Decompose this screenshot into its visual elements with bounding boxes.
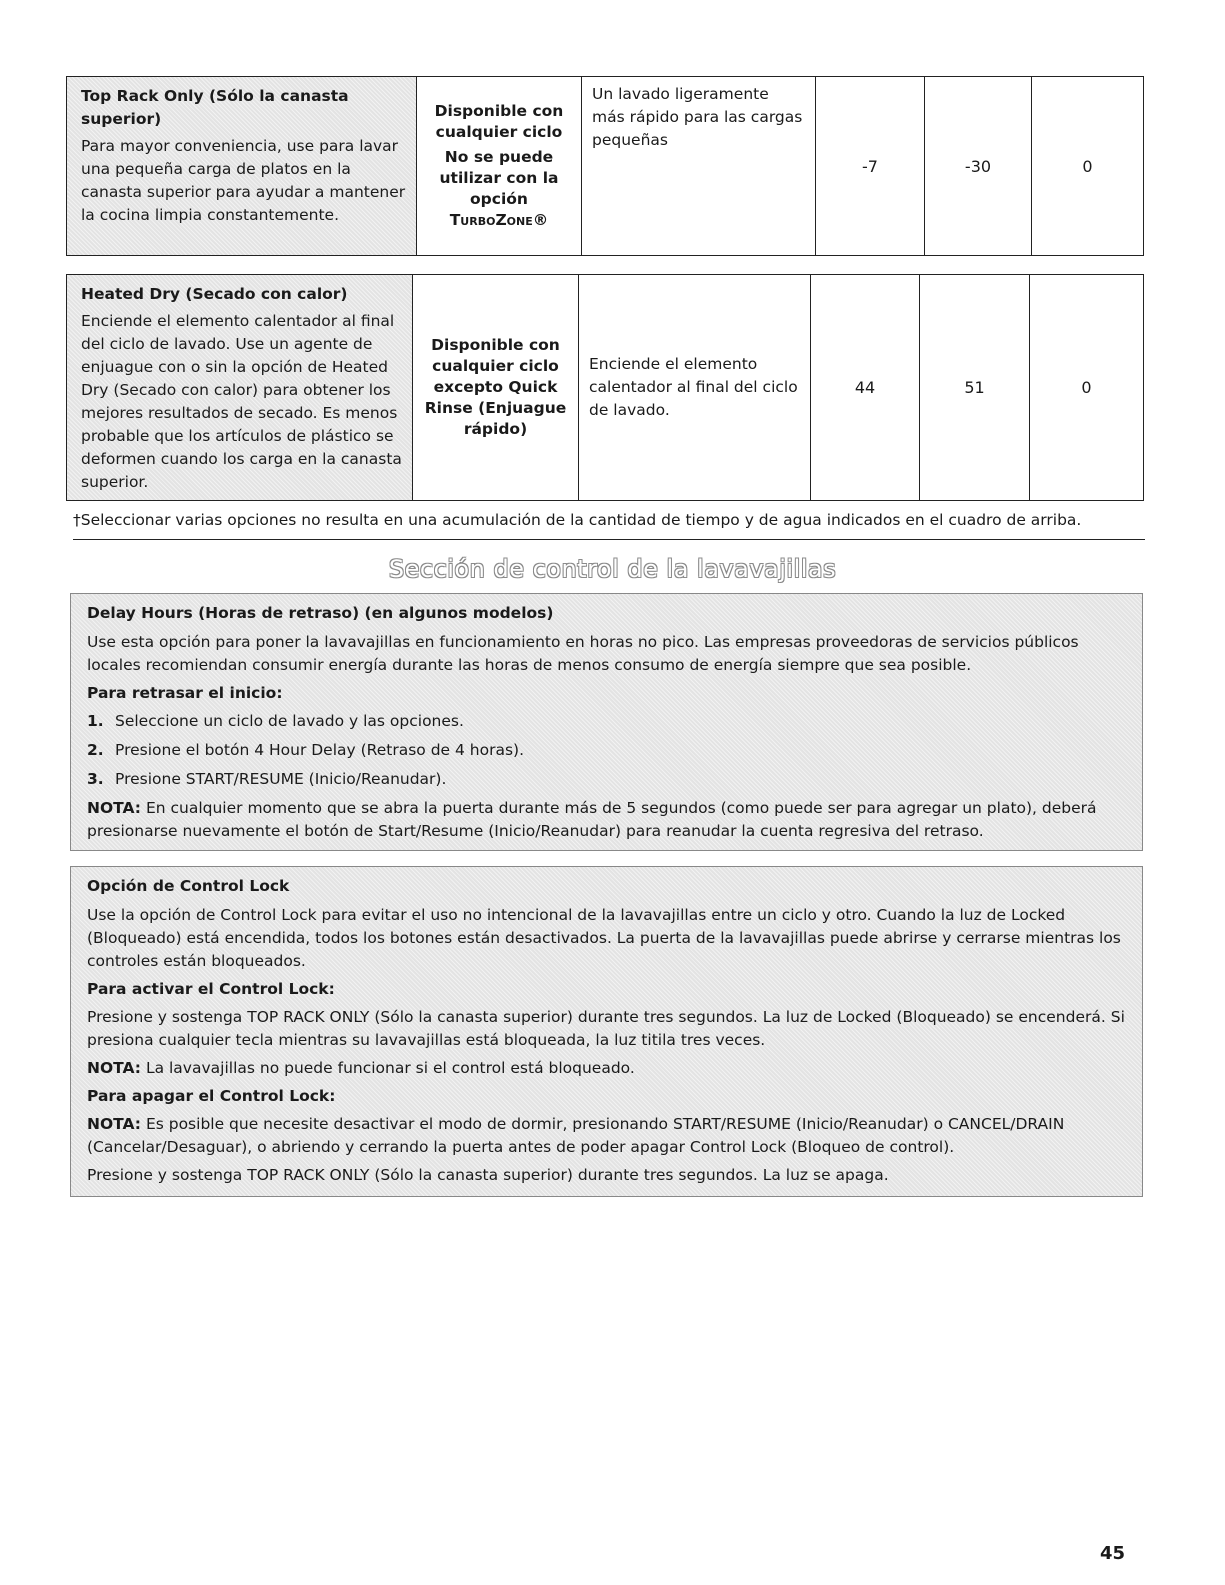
- note-2-text: Es posible que necesite desactivar el modo de dormir, presionando START/RESUME (Inicio/Reanudar) o CANCEL/DRAIN (Cancelar/Desaguar), o abriendo y cerrando la puerta antes de poder apagar Control Lock (Bloqueo de control).: [87, 1115, 1065, 1156]
- top-rack-only-avail-1: Disponible con cualquier ciclo: [434, 102, 564, 141]
- top-rack-only-energy: 0: [1032, 77, 1144, 256]
- top-rack-only-water: -30: [925, 77, 1032, 256]
- heated-dry-body: Enciende el elemento calentador al final del ciclo de lavado. Use un agente de enjuague con o sin la opción de Heated Dry (Secado con calor) para obtener los mejores resultados de secado. Es menos probable que los artículos de plástico se deformen cuando los carga en la canasta superior.: [81, 312, 402, 491]
- control-lock-note-2: [87, 1113, 1126, 1159]
- heated-dry-time: 44: [811, 275, 920, 501]
- list-item: [87, 768, 1126, 791]
- list-item: [87, 710, 1126, 733]
- control-lock-intro: Use la opción de Control Lock para evitar el uso no intencional de la lavavajillas entre un ciclo y otro. Cuando la luz de Locked (Bloqueado) está encendida, todos los botones están desactivados. La puerta de la lavavajillas puede abrirse y cerrarse mientras los controles están bloqueados.: [87, 906, 1121, 970]
- top-rack-only-avail-2: No se puede utilizar con la opción: [439, 148, 559, 208]
- heated-dry-title: Heated Dry (Secado con calor): [81, 285, 348, 303]
- top-rack-only-avail-3: TurboZone®: [449, 211, 549, 229]
- control-lock-off-subtitle: Para apagar el Control Lock:: [87, 1087, 336, 1105]
- control-lock-section: [70, 866, 1143, 1197]
- delay-steps-list: [87, 710, 1126, 791]
- delay-note: [87, 797, 1126, 843]
- control-lock-note-1: [87, 1057, 1126, 1080]
- note-1-label: NOTA:: [87, 1059, 142, 1077]
- control-lock-title: Opción de Control Lock: [87, 877, 290, 895]
- delay-start-subtitle: Para retrasar el inicio:: [87, 684, 283, 702]
- step-text: Seleccione un ciclo de lavado y las opciones.: [115, 712, 464, 730]
- control-lock-off-text: Presione y sostenga TOP RACK ONLY (Sólo la canasta superior) durante tres segundos. La luz se apaga.: [87, 1166, 889, 1184]
- step-number: 3.: [87, 770, 104, 788]
- top-rack-only-description: Un lavado ligeramente más rápido para las cargas pequeñas: [582, 77, 816, 256]
- heated-dry-name-cell: [67, 275, 413, 501]
- note-2-label: NOTA:: [87, 1115, 142, 1133]
- top-rack-only-body: Para mayor conveniencia, use para lavar una pequeña carga de platos en la canasta superior para ayudar a mantener la cocina limpia constantemente.: [81, 137, 406, 224]
- delay-note-text: En cualquier momento que se abra la puerta durante más de 5 segundos (como puede ser para agregar un plato), deberá presionarse nuevamente el botón de Start/Resume (Inicio/Reanudar) para reanudar la cuenta regresiva del retraso.: [87, 799, 1097, 840]
- top-rack-only-table: [66, 76, 1144, 256]
- note-1-text: La lavavajillas no puede funcionar si el control está bloqueado.: [141, 1059, 635, 1077]
- step-number: 1.: [87, 712, 104, 730]
- heated-dry-table: [66, 274, 1144, 501]
- step-number: 2.: [87, 741, 104, 759]
- control-lock-activate-text: Presione y sostenga TOP RACK ONLY (Sólo la canasta superior) durante tres segundos. La luz de Locked (Bloqueado) se encenderá. Si presiona cualquier tecla mientras su lavavajillas está bloqueada, la luz titila tres veces.: [87, 1008, 1125, 1049]
- step-text: Presione el botón 4 Hour Delay (Retraso de 4 horas).: [115, 741, 525, 759]
- table-footnote: †Seleccionar varias opciones no resulta en una acumulación de la cantidad de tiempo y de agua indicados en el cuadro de arriba.: [73, 511, 1145, 540]
- top-rack-only-name-cell: [67, 77, 417, 256]
- step-text: Presione START/RESUME (Inicio/Reanudar).: [115, 770, 447, 788]
- top-rack-only-title: Top Rack Only (Sólo la canasta superior): [81, 87, 349, 128]
- heated-dry-availability: Disponible con cualquier ciclo excepto Quick Rinse (Enjuague rápido): [413, 275, 579, 501]
- top-rack-only-time: -7: [816, 77, 925, 256]
- section-heading: Sección de control de la lavavajillas: [388, 555, 837, 583]
- list-item: [87, 739, 1126, 762]
- heated-dry-energy: 0: [1030, 275, 1144, 501]
- heated-dry-description: Enciende el elemento calentador al final del ciclo de lavado.: [579, 275, 811, 501]
- control-lock-activate-subtitle: Para activar el Control Lock:: [87, 980, 335, 998]
- top-rack-only-availability: [417, 77, 582, 256]
- delay-hours-section: [70, 593, 1143, 851]
- heated-dry-water: 51: [920, 275, 1030, 501]
- delay-note-label: NOTA:: [87, 799, 142, 817]
- delay-hours-intro: Use esta opción para poner la lavavajillas en funcionamiento en horas no pico. Las empresas proveedoras de servicios públicos locales recomiendan consumir energía durante las horas de menos consumo de energía siempre que sea posible.: [87, 633, 1079, 674]
- page-number: 45: [1100, 1543, 1126, 1564]
- delay-hours-title: Delay Hours (Horas de retraso) (en algunos modelos): [87, 604, 554, 622]
